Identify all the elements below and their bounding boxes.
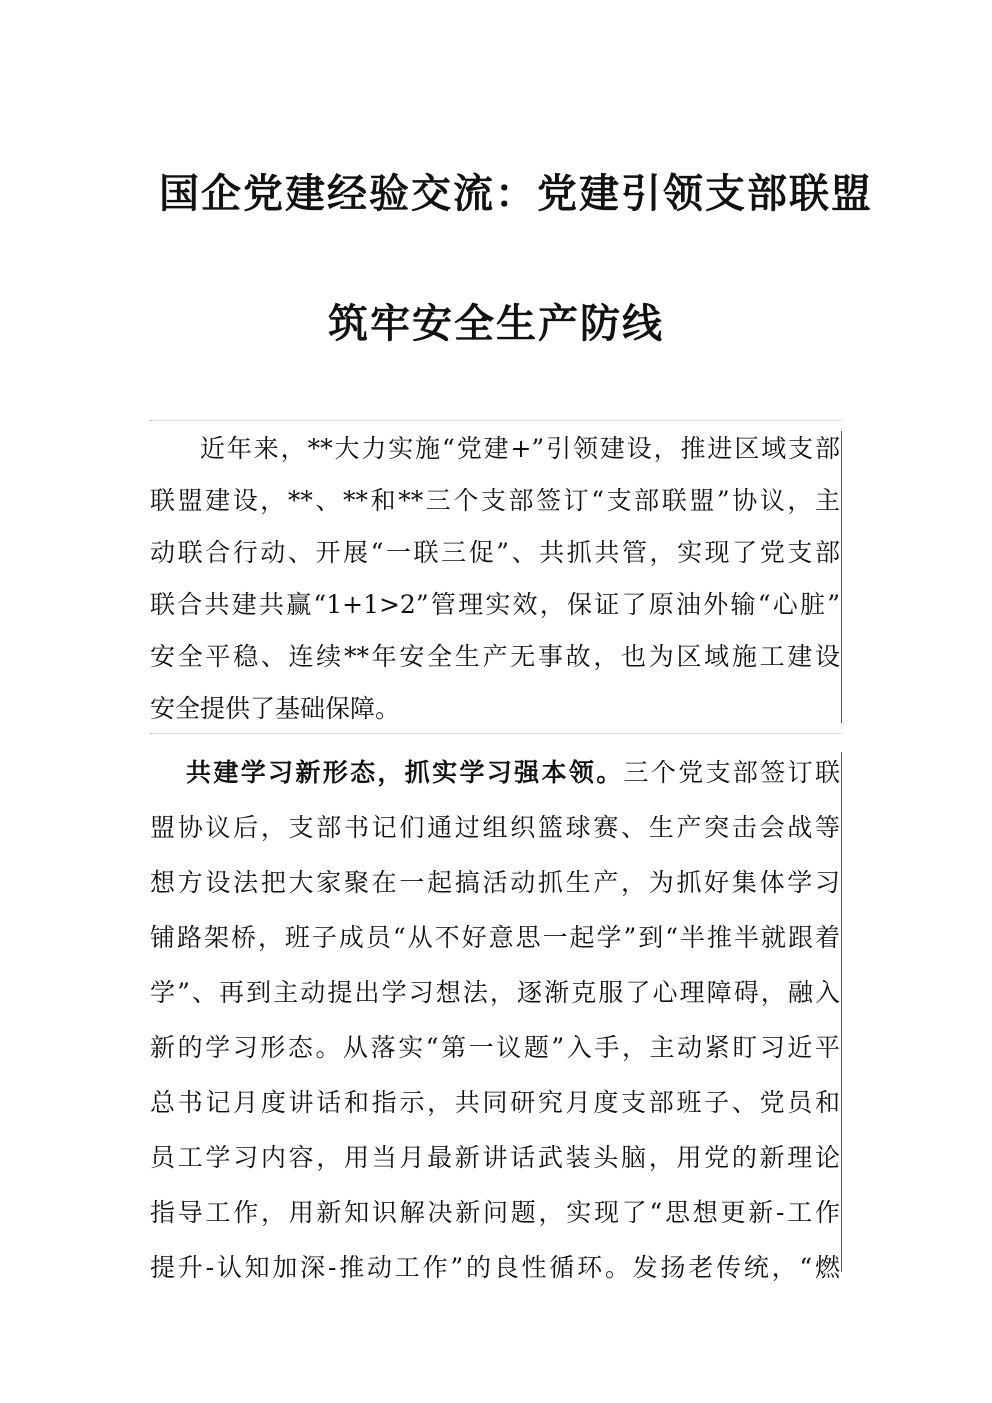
intro-right-rule [841,431,842,723]
section-first-line-text: 三个党支部签订联 [623,758,840,787]
section-line: 新的学习形态。从落实“第一议题”入手，主动紧盯习近平 [150,1033,840,1062]
document-title-line-2: 筑牢安全生产防线 [328,301,664,347]
section-line: 盟协议后，支部书记们通过组织篮球赛、生产突击会战等 [150,813,840,842]
section-line: 员工学习内容，用当月最新讲话武装头脑，用党的新理论 [150,1143,840,1172]
section-heading: 共建学习新形态，抓实学习强本领。 [186,758,624,787]
section-first-line [186,746,840,800]
section-line: 指导工作，用新知识解决新问题，实现了“思想更新-工作 [150,1198,840,1227]
document-title-line-1: 国企党建经验交流：党建引领支部联盟 [159,171,873,217]
body-right-rule [841,752,842,1272]
intro-line: 近年来，**大力实施“党建+”引领建设，推进区域支部 [200,434,840,463]
intro-line: 联盟建设，**、**和**三个支部签订“支部联盟”协议，主 [150,486,840,515]
section-line: 铺路架桥，班子成员“从不好意思一起学”到“半推半就跟着 [150,923,840,952]
intro-line: 联合共建共赢“1+1>2”管理实效，保证了原油外输“心脏” [150,590,840,619]
section-line: 学”、再到主动提出学习想法，逐渐克服了心理障碍，融入 [150,978,840,1007]
intro-line: 动联合行动、开展“一联三促”、共抓共管，实现了党支部 [150,538,840,567]
section-line: 提升-认知加深-推动工作”的良性循环。发扬老传统，“燃 [150,1253,840,1282]
section-line: 想方设法把大家聚在一起搞活动抓生产，为抓好集体学习 [150,868,840,897]
intro-line: 安全提供了基础保障。 [150,694,401,723]
intro-line: 安全平稳、连续**年安全生产无事故，也为区域施工建设 [150,642,840,671]
section-line: 总书记月度讲话和指示，共同研究月度支部班子、党员和 [150,1088,840,1117]
